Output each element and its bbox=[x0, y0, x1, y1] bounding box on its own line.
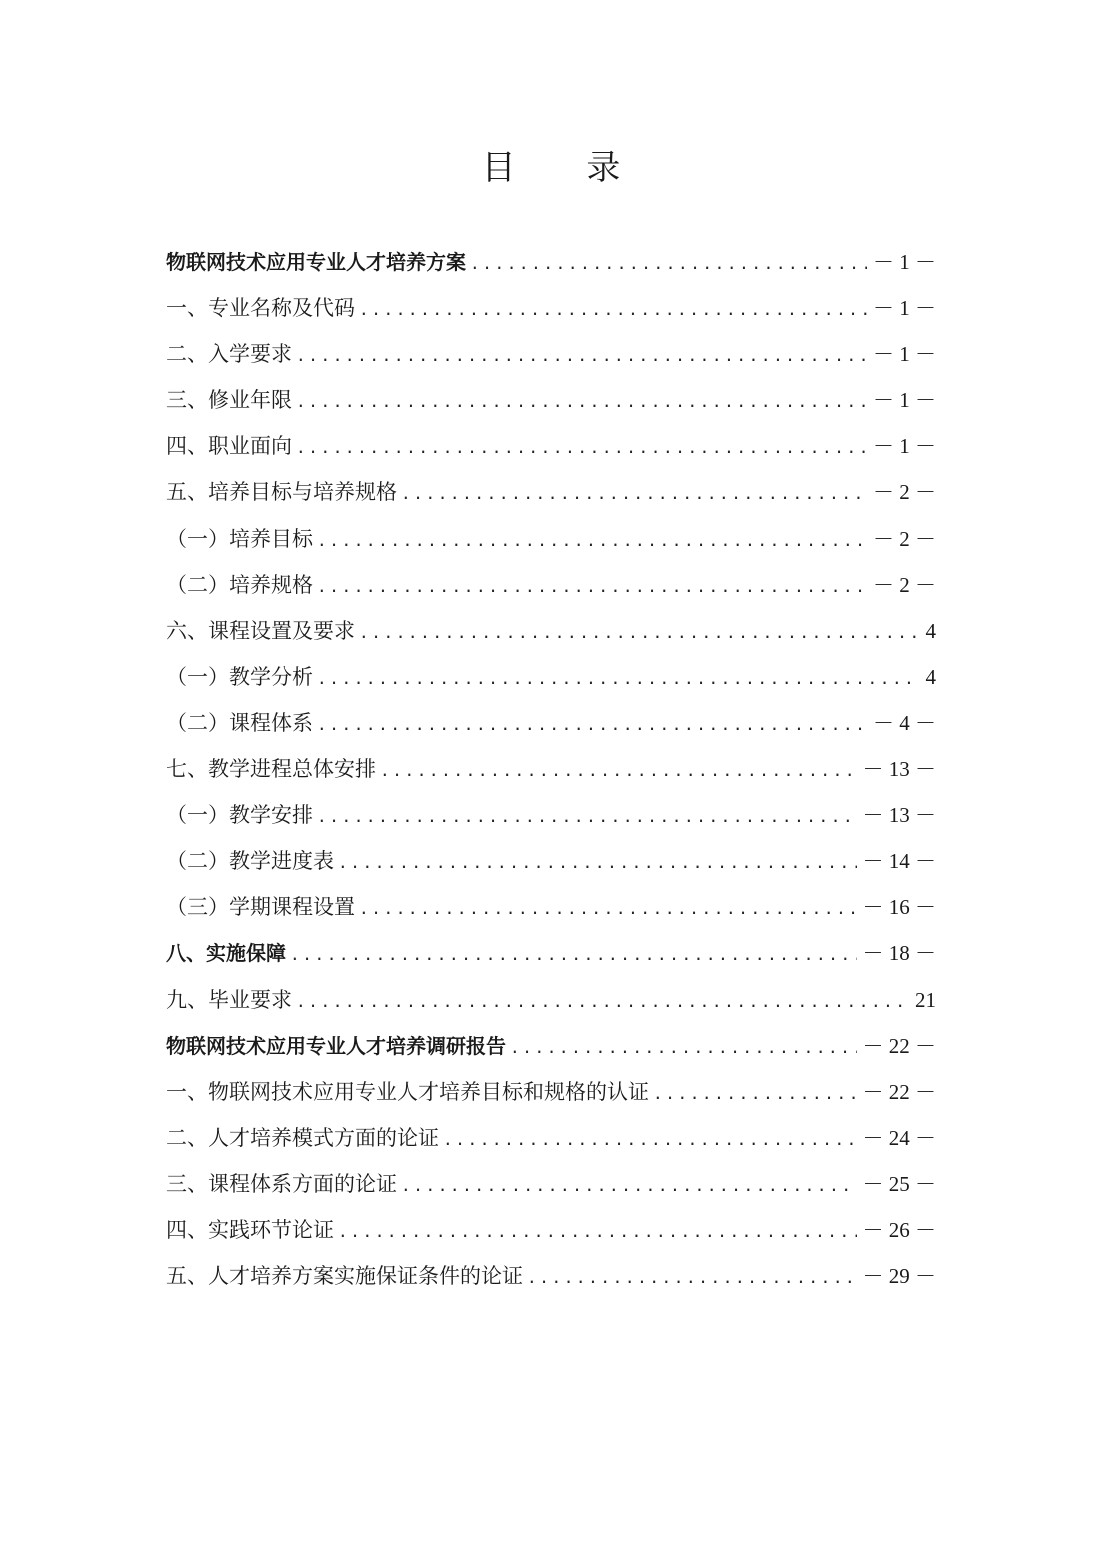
toc-entry-page: － 26 － bbox=[862, 1217, 936, 1242]
toc-entry-page: － 14 － bbox=[862, 849, 936, 874]
toc-entry-label: 八、实施保障 bbox=[166, 941, 286, 966]
toc-entry-page: － 16 － bbox=[862, 895, 936, 920]
toc-entry-label: 七、教学进程总体安排 bbox=[166, 757, 376, 782]
dot-leader bbox=[527, 1268, 857, 1287]
toc-entry[interactable] bbox=[166, 1168, 936, 1214]
toc-entry-label: 二、人才培养模式方面的论证 bbox=[166, 1125, 439, 1150]
dot-leader bbox=[359, 899, 857, 918]
toc-entry-label: 九、毕业要求 bbox=[166, 987, 292, 1012]
dot-leader bbox=[401, 1176, 857, 1195]
dot-leader bbox=[470, 254, 867, 273]
dot-leader bbox=[401, 484, 867, 503]
toc-entry-page: － 24 － bbox=[862, 1125, 936, 1150]
toc-title: 目 录 bbox=[481, 148, 651, 188]
toc-entry[interactable] bbox=[166, 476, 936, 522]
table-of-contents bbox=[166, 246, 936, 1306]
toc-entry-page: － 1 － bbox=[873, 296, 936, 321]
toc-entry-page: － 22 － bbox=[862, 1033, 936, 1058]
toc-entry[interactable] bbox=[166, 384, 936, 430]
dot-leader bbox=[359, 300, 867, 319]
toc-entry-page: － 2 － bbox=[873, 480, 936, 505]
toc-entry-label: 五、人才培养方案实施保证条件的论证 bbox=[166, 1264, 523, 1289]
toc-entry[interactable] bbox=[166, 1030, 936, 1076]
toc-entry-page: － 2 － bbox=[873, 572, 936, 597]
toc-entry[interactable] bbox=[166, 338, 936, 384]
dot-leader bbox=[338, 853, 857, 872]
toc-entry[interactable] bbox=[166, 523, 936, 569]
toc-entry-page: － 29 － bbox=[862, 1264, 936, 1289]
dot-leader bbox=[296, 346, 867, 365]
toc-entry-label: （二）培养规格 bbox=[166, 572, 313, 597]
toc-entry-page: － 1 － bbox=[873, 434, 936, 459]
dot-leader bbox=[290, 945, 857, 964]
dot-leader bbox=[317, 669, 920, 688]
toc-entry-label: 一、物联网技术应用专业人才培养目标和规格的认证 bbox=[166, 1079, 649, 1104]
toc-entry-page: － 25 － bbox=[862, 1171, 936, 1196]
toc-entry-label: （一）培养目标 bbox=[166, 526, 313, 551]
toc-entry-label: 六、课程设置及要求 bbox=[166, 618, 355, 643]
toc-entry-page: － 18 － bbox=[862, 941, 936, 966]
dot-leader bbox=[443, 1130, 857, 1149]
toc-entry[interactable] bbox=[166, 845, 936, 891]
toc-entry-label: 五、培养目标与培养规格 bbox=[166, 480, 397, 505]
dot-leader bbox=[317, 715, 867, 734]
toc-entry[interactable] bbox=[166, 891, 936, 937]
toc-entry-page: － 4 － bbox=[873, 710, 936, 735]
toc-entry-page: － 2 － bbox=[873, 526, 936, 551]
toc-entry[interactable] bbox=[166, 430, 936, 476]
dot-leader bbox=[359, 623, 920, 642]
toc-entry[interactable] bbox=[166, 707, 936, 753]
toc-entry-label: 物联网技术应用专业人才培养方案 bbox=[166, 250, 466, 274]
toc-entry-label: （一）教学分析 bbox=[166, 664, 313, 689]
toc-entry-label: 物联网技术应用专业人才培养调研报告 bbox=[166, 1033, 506, 1058]
toc-entry-page: － 13 － bbox=[862, 757, 936, 782]
toc-entry[interactable] bbox=[166, 937, 936, 983]
dot-leader bbox=[296, 438, 867, 457]
toc-entry-page: 4 bbox=[925, 618, 936, 643]
toc-entry-page: － 1 － bbox=[873, 388, 936, 413]
dot-leader bbox=[296, 392, 867, 411]
toc-entry[interactable] bbox=[166, 615, 936, 661]
toc-entry-page: － 22 － bbox=[862, 1079, 936, 1104]
toc-entry[interactable] bbox=[166, 799, 936, 845]
toc-entry[interactable] bbox=[166, 661, 936, 707]
toc-entry-page: 4 bbox=[925, 664, 936, 689]
toc-entry-page: － 1 － bbox=[873, 342, 936, 367]
toc-entry-label: 四、职业面向 bbox=[166, 434, 292, 459]
toc-entry[interactable] bbox=[166, 1122, 936, 1168]
dot-leader bbox=[510, 1038, 857, 1057]
toc-entry[interactable] bbox=[166, 569, 936, 615]
toc-entry-page: － 13 － bbox=[862, 803, 936, 828]
toc-entry[interactable] bbox=[166, 246, 936, 292]
toc-entry[interactable] bbox=[166, 753, 936, 799]
toc-entry-label: （一）教学安排 bbox=[166, 803, 313, 828]
toc-entry-label: 一、专业名称及代码 bbox=[166, 296, 355, 321]
toc-entry[interactable] bbox=[166, 292, 936, 338]
dot-leader bbox=[317, 577, 867, 596]
toc-entry-label: 三、修业年限 bbox=[166, 388, 292, 413]
dot-leader bbox=[317, 807, 857, 826]
toc-entry-page: － 1 － bbox=[873, 250, 936, 274]
toc-entry[interactable] bbox=[166, 1076, 936, 1122]
toc-entry[interactable] bbox=[166, 984, 936, 1030]
toc-entry[interactable] bbox=[166, 1214, 936, 1260]
toc-entry-label: 四、实践环节论证 bbox=[166, 1217, 334, 1242]
dot-leader bbox=[653, 1084, 857, 1103]
toc-entry-page: 21 bbox=[915, 987, 936, 1012]
dot-leader bbox=[296, 992, 909, 1011]
toc-entry-label: 二、入学要求 bbox=[166, 342, 292, 367]
toc-entry[interactable] bbox=[166, 1260, 936, 1306]
toc-entry-label: （三）学期课程设置 bbox=[166, 895, 355, 920]
toc-entry-label: 三、课程体系方面的论证 bbox=[166, 1171, 397, 1196]
toc-entry-label: （二）教学进度表 bbox=[166, 849, 334, 874]
toc-entry-label: （二）课程体系 bbox=[166, 710, 313, 735]
dot-leader bbox=[338, 1222, 857, 1241]
dot-leader bbox=[380, 761, 857, 780]
dot-leader bbox=[317, 531, 867, 550]
